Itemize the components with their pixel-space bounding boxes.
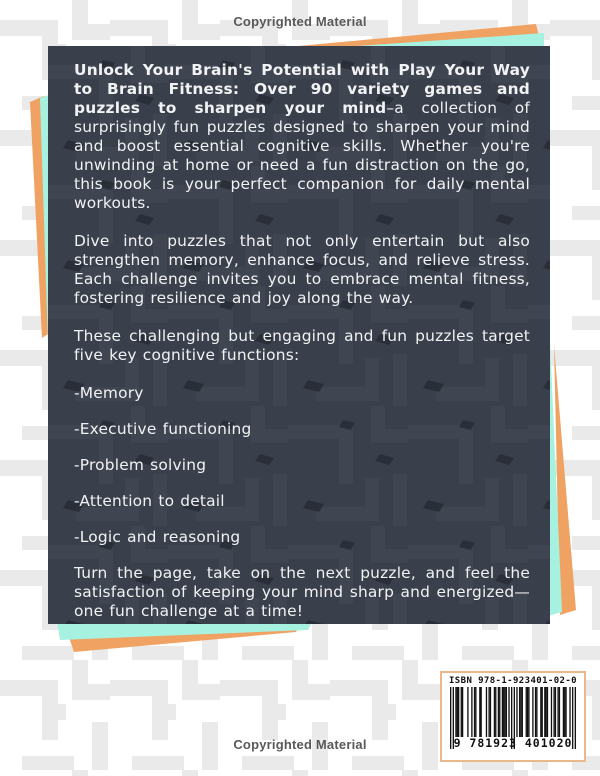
blurb-closing-paragraph: Turn the page, take on the next puzzle, and feel the satisfaction of keeping your mind sharp and energized—one fun challenge at a time!	[74, 564, 530, 620]
isbn-label: ISBN 978-1-923401-02-0	[448, 676, 577, 686]
copyright-notice-bottom: Copyrighted Material	[233, 737, 367, 752]
list-item-attention-to-detail: -Attention to detail	[74, 492, 225, 510]
blurb-paragraph-3: These challenging but engaging and fun puzzles target five key cognitive functions:	[74, 327, 530, 364]
blurb-intro-rest: –a collection of surprisingly fun puzzles designed to sharpen your mind and boost essential cognitive skills. Whether you're unwinding at home or need a fun distraction on the go, this book is your perfect companion for daily mental workouts.	[74, 99, 530, 212]
copyright-notice-top: Copyrighted Material	[233, 14, 367, 29]
blurb-paragraph-2: Dive into puzzles that not only entertain but also strengthen memory, enhance focus, and relieve stress. Each challenge invites you to embrace mental fitness, fostering resilience and joy along the way.	[74, 232, 530, 307]
blurb-intro-bold: Unlock Your Brain's Potential with Play Your Way to Brain Fitness: Over 90 variety games and puzzles to sharpen your mind	[74, 61, 530, 117]
list-item-executive-functioning: -Executive functioning	[74, 420, 252, 438]
list-item-memory: -Memory	[74, 384, 144, 402]
blurb-intro-paragraph	[74, 61, 530, 213]
list-item-problem-solving: -Problem solving	[74, 456, 207, 474]
blurb-text	[48, 46, 550, 624]
barcode-digits: 9 781923 401020	[453, 736, 573, 750]
list-item-logic-and-reasoning: -Logic and reasoning	[74, 528, 241, 546]
blurb-panel	[48, 46, 550, 624]
